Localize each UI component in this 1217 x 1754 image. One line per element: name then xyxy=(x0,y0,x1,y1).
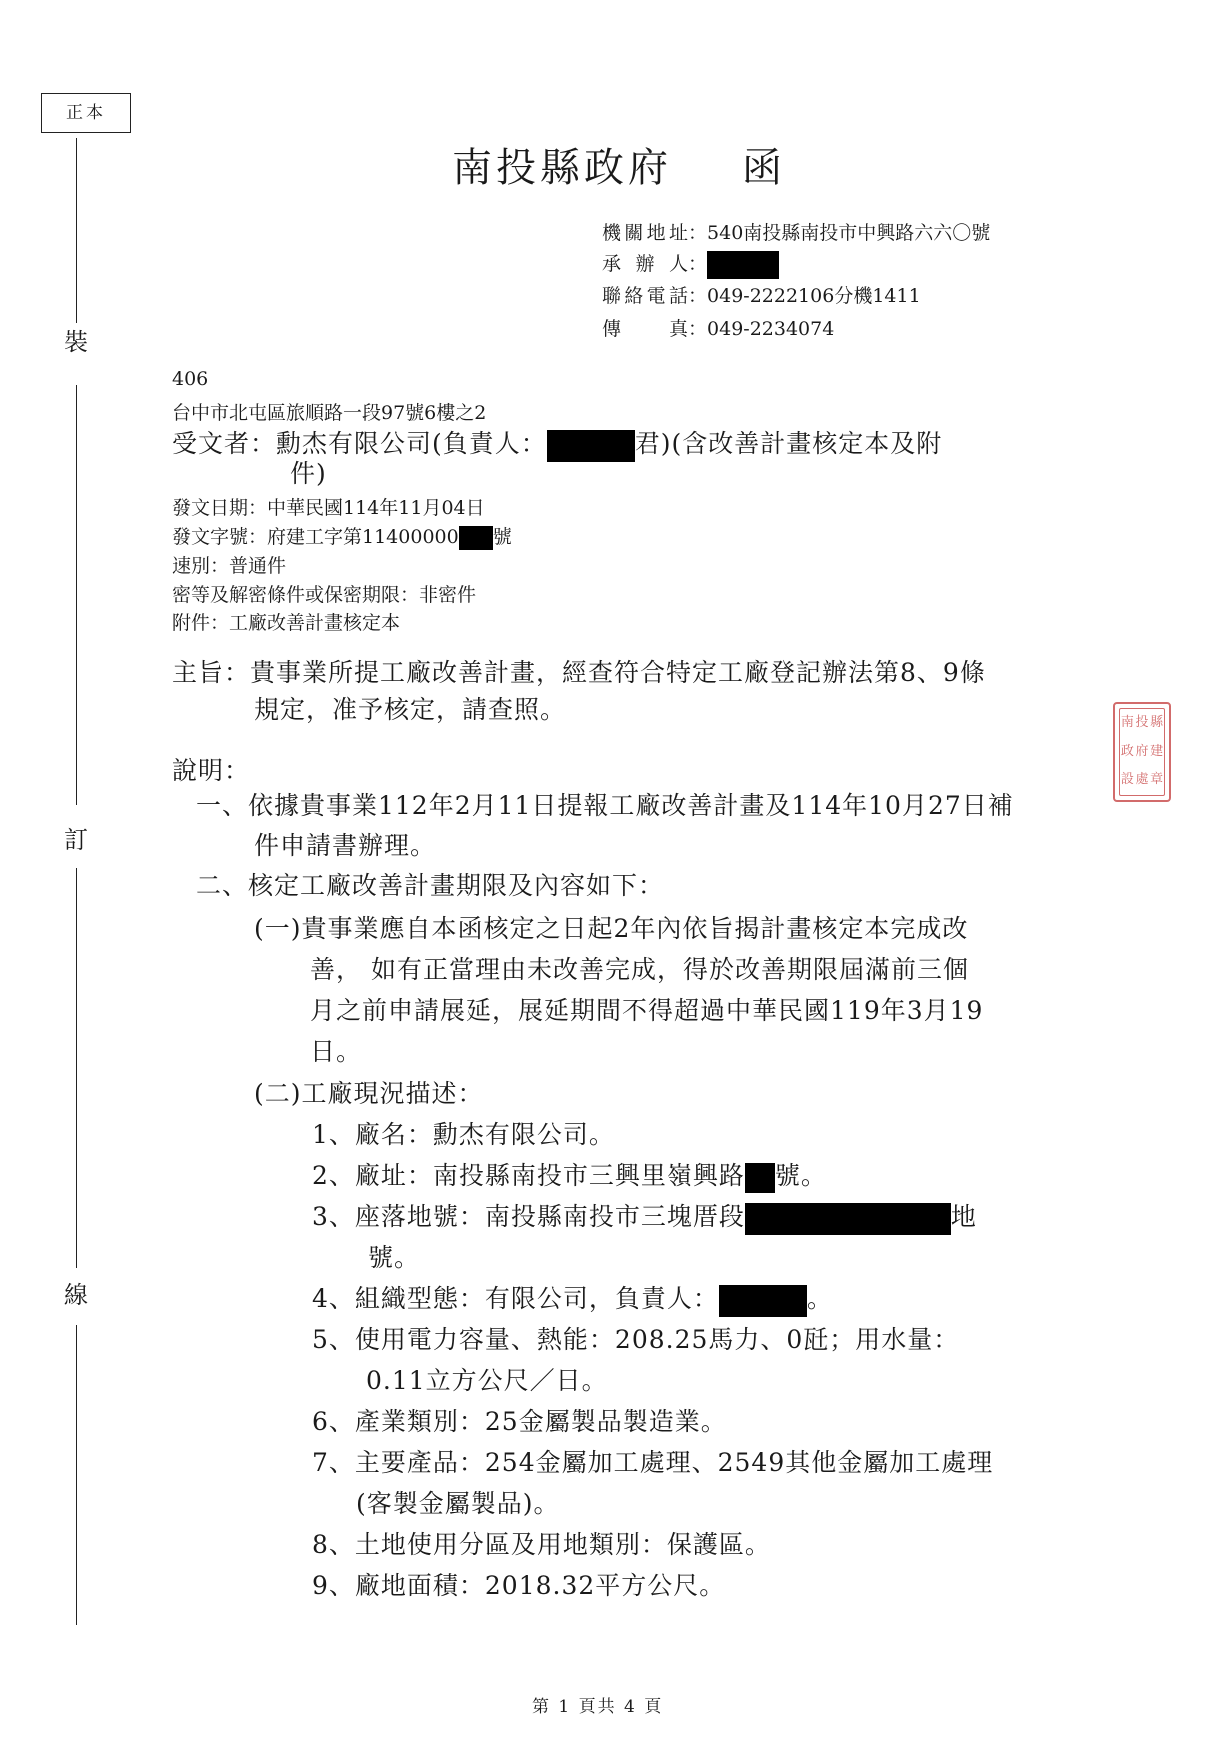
list-item-continued: (客製金屬製品)。 xyxy=(356,1489,560,1518)
redaction xyxy=(459,526,493,550)
subject: 主旨：貴事業所提工廠改善計畫，經查符合特定工廠登記辦法第8、9條 xyxy=(172,658,986,687)
binding-mark-top: 裝 xyxy=(64,328,88,356)
contact-phone: 聯絡電話：049-2222106分機1411 xyxy=(602,285,921,307)
binding-mark-middle: 訂 xyxy=(64,826,88,854)
fax: 傳 真：049-2234074 xyxy=(602,318,835,340)
seal-glyph: 建 xyxy=(1150,743,1164,759)
seal-glyph: 章 xyxy=(1150,772,1164,788)
seal-glyph: 投 xyxy=(1135,715,1149,730)
document-number: 發文字號：府建工字第11400000 號 xyxy=(172,526,512,548)
explanation-label: 說明： xyxy=(172,756,251,785)
list-item: 4、組織型態：有限公司，負責人： 。 xyxy=(312,1279,833,1317)
recipient: 受文者：勳杰有限公司(負責人： 君)(含改善計畫核定本及附 xyxy=(172,424,942,462)
secrecy-level: 密等及解密條件或保密期限：非密件 xyxy=(172,584,477,606)
binding-line xyxy=(76,868,77,1268)
subject-continued: 規定，准予核定，請查照。 xyxy=(254,695,567,724)
document-type: 函 xyxy=(742,145,786,191)
binding-mark-bottom: 線 xyxy=(64,1281,88,1309)
list-item: 1、廠名：勳杰有限公司。 xyxy=(312,1120,615,1149)
seal-glyph: 設 xyxy=(1120,772,1134,788)
list-item: 2、廠址：南投縣南投市三興里嶺興路 號。 xyxy=(312,1156,827,1193)
delivery-speed: 速別：普通件 xyxy=(172,555,287,577)
subitem-1: (一)貴事業應自本函核定之日起2年內依旨揭計畫核定本完成改 xyxy=(254,914,969,943)
agency-name: 南投縣政府 xyxy=(452,145,672,191)
redaction xyxy=(745,1163,775,1193)
redaction xyxy=(745,1203,951,1235)
subitem-2: (二)工廠現況描述： xyxy=(254,1079,484,1108)
binding-line xyxy=(76,385,77,805)
explanation-item-1: 一、依據貴事業112年2月11日提報工廠改善計畫及114年10月27日補 xyxy=(196,791,1014,820)
redaction xyxy=(707,251,779,279)
seal-glyph: 政 xyxy=(1120,743,1134,759)
recipient-continued: 件) xyxy=(290,459,327,488)
redaction xyxy=(547,430,635,462)
list-item: 3、座落地號：南投縣南投市三塊厝段 地 xyxy=(312,1197,977,1235)
document-title xyxy=(452,136,786,193)
seal-glyph: 南 xyxy=(1120,715,1134,730)
seal-glyph: 府 xyxy=(1135,743,1149,759)
seal-glyph: 縣 xyxy=(1150,715,1164,730)
page-footer: 第 1 頁共 4 頁 xyxy=(532,1697,664,1717)
attachment: 附件：工廠改善計畫核定本 xyxy=(172,612,401,634)
binding-line xyxy=(76,1325,77,1625)
list-item: 7、主要產品：254金屬加工處理、2549其他金屬加工處理 xyxy=(312,1448,994,1477)
official-seal xyxy=(1113,702,1171,802)
subitem-1-continued: 月之前申請展延，展延期間不得超過中華民國119年3月19 xyxy=(310,996,984,1025)
subitem-1-continued: 善， 如有正當理由未改善完成，得於改善期限屆滿前三個 xyxy=(310,955,969,984)
explanation-item-1-continued: 件申請書辦理。 xyxy=(254,831,437,860)
issue-date: 發文日期：中華民國114年11月04日 xyxy=(172,497,485,519)
list-item: 8、土地使用分區及用地類別：保護區。 xyxy=(312,1530,771,1559)
list-item: 6、產業類別：25金屬製品製造業。 xyxy=(312,1407,727,1436)
subitem-1-continued: 日。 xyxy=(310,1037,363,1066)
recipient-postal-code: 406 xyxy=(172,368,209,390)
handler: 承 辦 人： xyxy=(602,249,779,279)
explanation-item-2: 二、核定工廠改善計畫期限及內容如下： xyxy=(196,871,665,900)
list-item: 5、使用電力容量、熱能：208.25馬力、0瓩；用水量： xyxy=(312,1325,960,1354)
redaction xyxy=(719,1285,807,1317)
list-item-continued: 0.11立方公尺／日。 xyxy=(366,1366,608,1395)
binding-line xyxy=(76,138,77,323)
list-item: 9、廠地面積：2018.32平方公尺。 xyxy=(312,1571,726,1600)
list-item-continued: 號。 xyxy=(368,1243,421,1272)
seal-glyph: 處 xyxy=(1135,772,1149,788)
recipient-address: 台中市北屯區旅順路一段97號6樓之2 xyxy=(172,402,487,424)
copy-mark: 正本 xyxy=(41,93,131,133)
agency-address: 機關地址：540南投縣南投市中興路六六〇號 xyxy=(602,222,991,244)
